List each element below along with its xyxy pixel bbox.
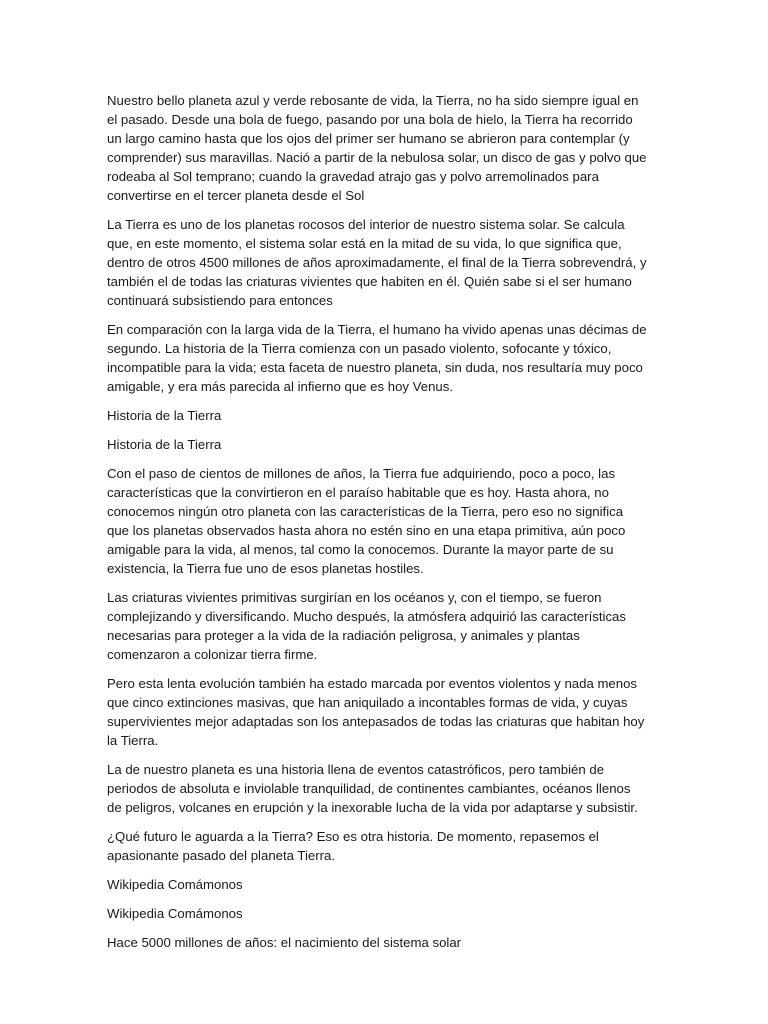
heading-historia-2: Historia de la Tierra — [107, 437, 222, 452]
paragraph-extinctions: Pero esta lenta evolución también ha estado marcada por eventos violentos y nada menos que cinco extinciones masivas, que han aniquilado a incontables formas de vida, y cuyas supervivientes mejor adaptadas son los antepasados de todas las criaturas que habitan hoy la Tierra. — [107, 676, 645, 748]
paragraph-intro: Nuestro bello planeta azul y verde rebosante de vida, la Tierra, no ha sido siempre igual en el pasado. Desde una bola de fuego, pasando por una bola de hielo, la Tierra ha recorrido un largo camino hasta que los ojos del primer ser humano se abrieron para contemplar (y comprender) sus maravillas. Nació a partir de la nebulosa solar, un disco de gas y polvo que rodeaba al Sol temprano; cuando la gravedad atrajo gas y polvo arremolinados para convertirse en el tercer planeta desde el Sol — [107, 93, 647, 203]
source-label-1: Wikipedia Comámonos — [107, 877, 243, 892]
heading-solar-system-birth: Hace 5000 millones de años: el nacimiento del sistema solar — [107, 935, 462, 950]
source-label-2: Wikipedia Comámonos — [107, 906, 243, 921]
paragraph-future: ¿Qué futuro le aguarda a la Tierra? Eso es otra historia. De momento, repasemos el apasionante pasado del planeta Tierra. — [107, 829, 599, 863]
paragraph-catastrophic-history: La de nuestro planeta es una historia llena de eventos catastróficos, pero también de periodos de absoluta e inviolable tranquilidad, de continentes cambiantes, océanos llenos de peligros, volcanes en erupción y la inexorable lucha de la vida por adaptarse y subsistir. — [107, 762, 638, 815]
paragraph-rocky-planet: La Tierra es uno de los planetas rocosos del interior de nuestro sistema solar. Se calcula que, en este momento, el sistema solar está en la mitad de su vida, lo que significa que, dentro de otros 4500 millones de años aproximadamente, el final de la Tierra sobrevendrá, y también el de todas las criaturas vivientes que habiten en él. Quién sabe si el ser humano continuará subsistiendo para entonces — [107, 217, 647, 308]
paragraph-habitable: Con el paso de cientos de millones de años, la Tierra fue adquiriendo, poco a poco, las características que la convirtieron en el paraíso habitable que es hoy. Hasta ahora, no conocemos ningún otro planeta con las características de la Tierra, pero eso no significa que los planetas observados hasta ahora no estén sino en una etapa primitiva, aún poco amigable para la vida, al menos, tal como la conocemos. Durante la mayor parte de su existencia, la Tierra fue uno de esos planetas hostiles. — [107, 466, 626, 576]
paragraph-primitive-life: Las criaturas vivientes primitivas surgirían en los océanos y, con el tiempo, se fueron complejizando y diversificando. Mucho después, la atmósfera adquirió las características necesarias para proteger a la vida de la radiación peligrosa, y animales y plantas comenzaron a colonizar tierra firme. — [107, 590, 626, 662]
heading-historia-1: Historia de la Tierra — [107, 408, 222, 423]
paragraph-comparison: En comparación con la larga vida de la Tierra, el humano ha vivido apenas unas décimas de segundo. La historia de la Tierra comienza con un pasado violento, sofocante y tóxico, incompatible para la vida; esta faceta de nuestro planeta, sin duda, nos resultaría muy poco amigable, y era más parecida al infierno que es hoy Venus. — [107, 322, 647, 394]
document-body — [107, 91, 647, 962]
